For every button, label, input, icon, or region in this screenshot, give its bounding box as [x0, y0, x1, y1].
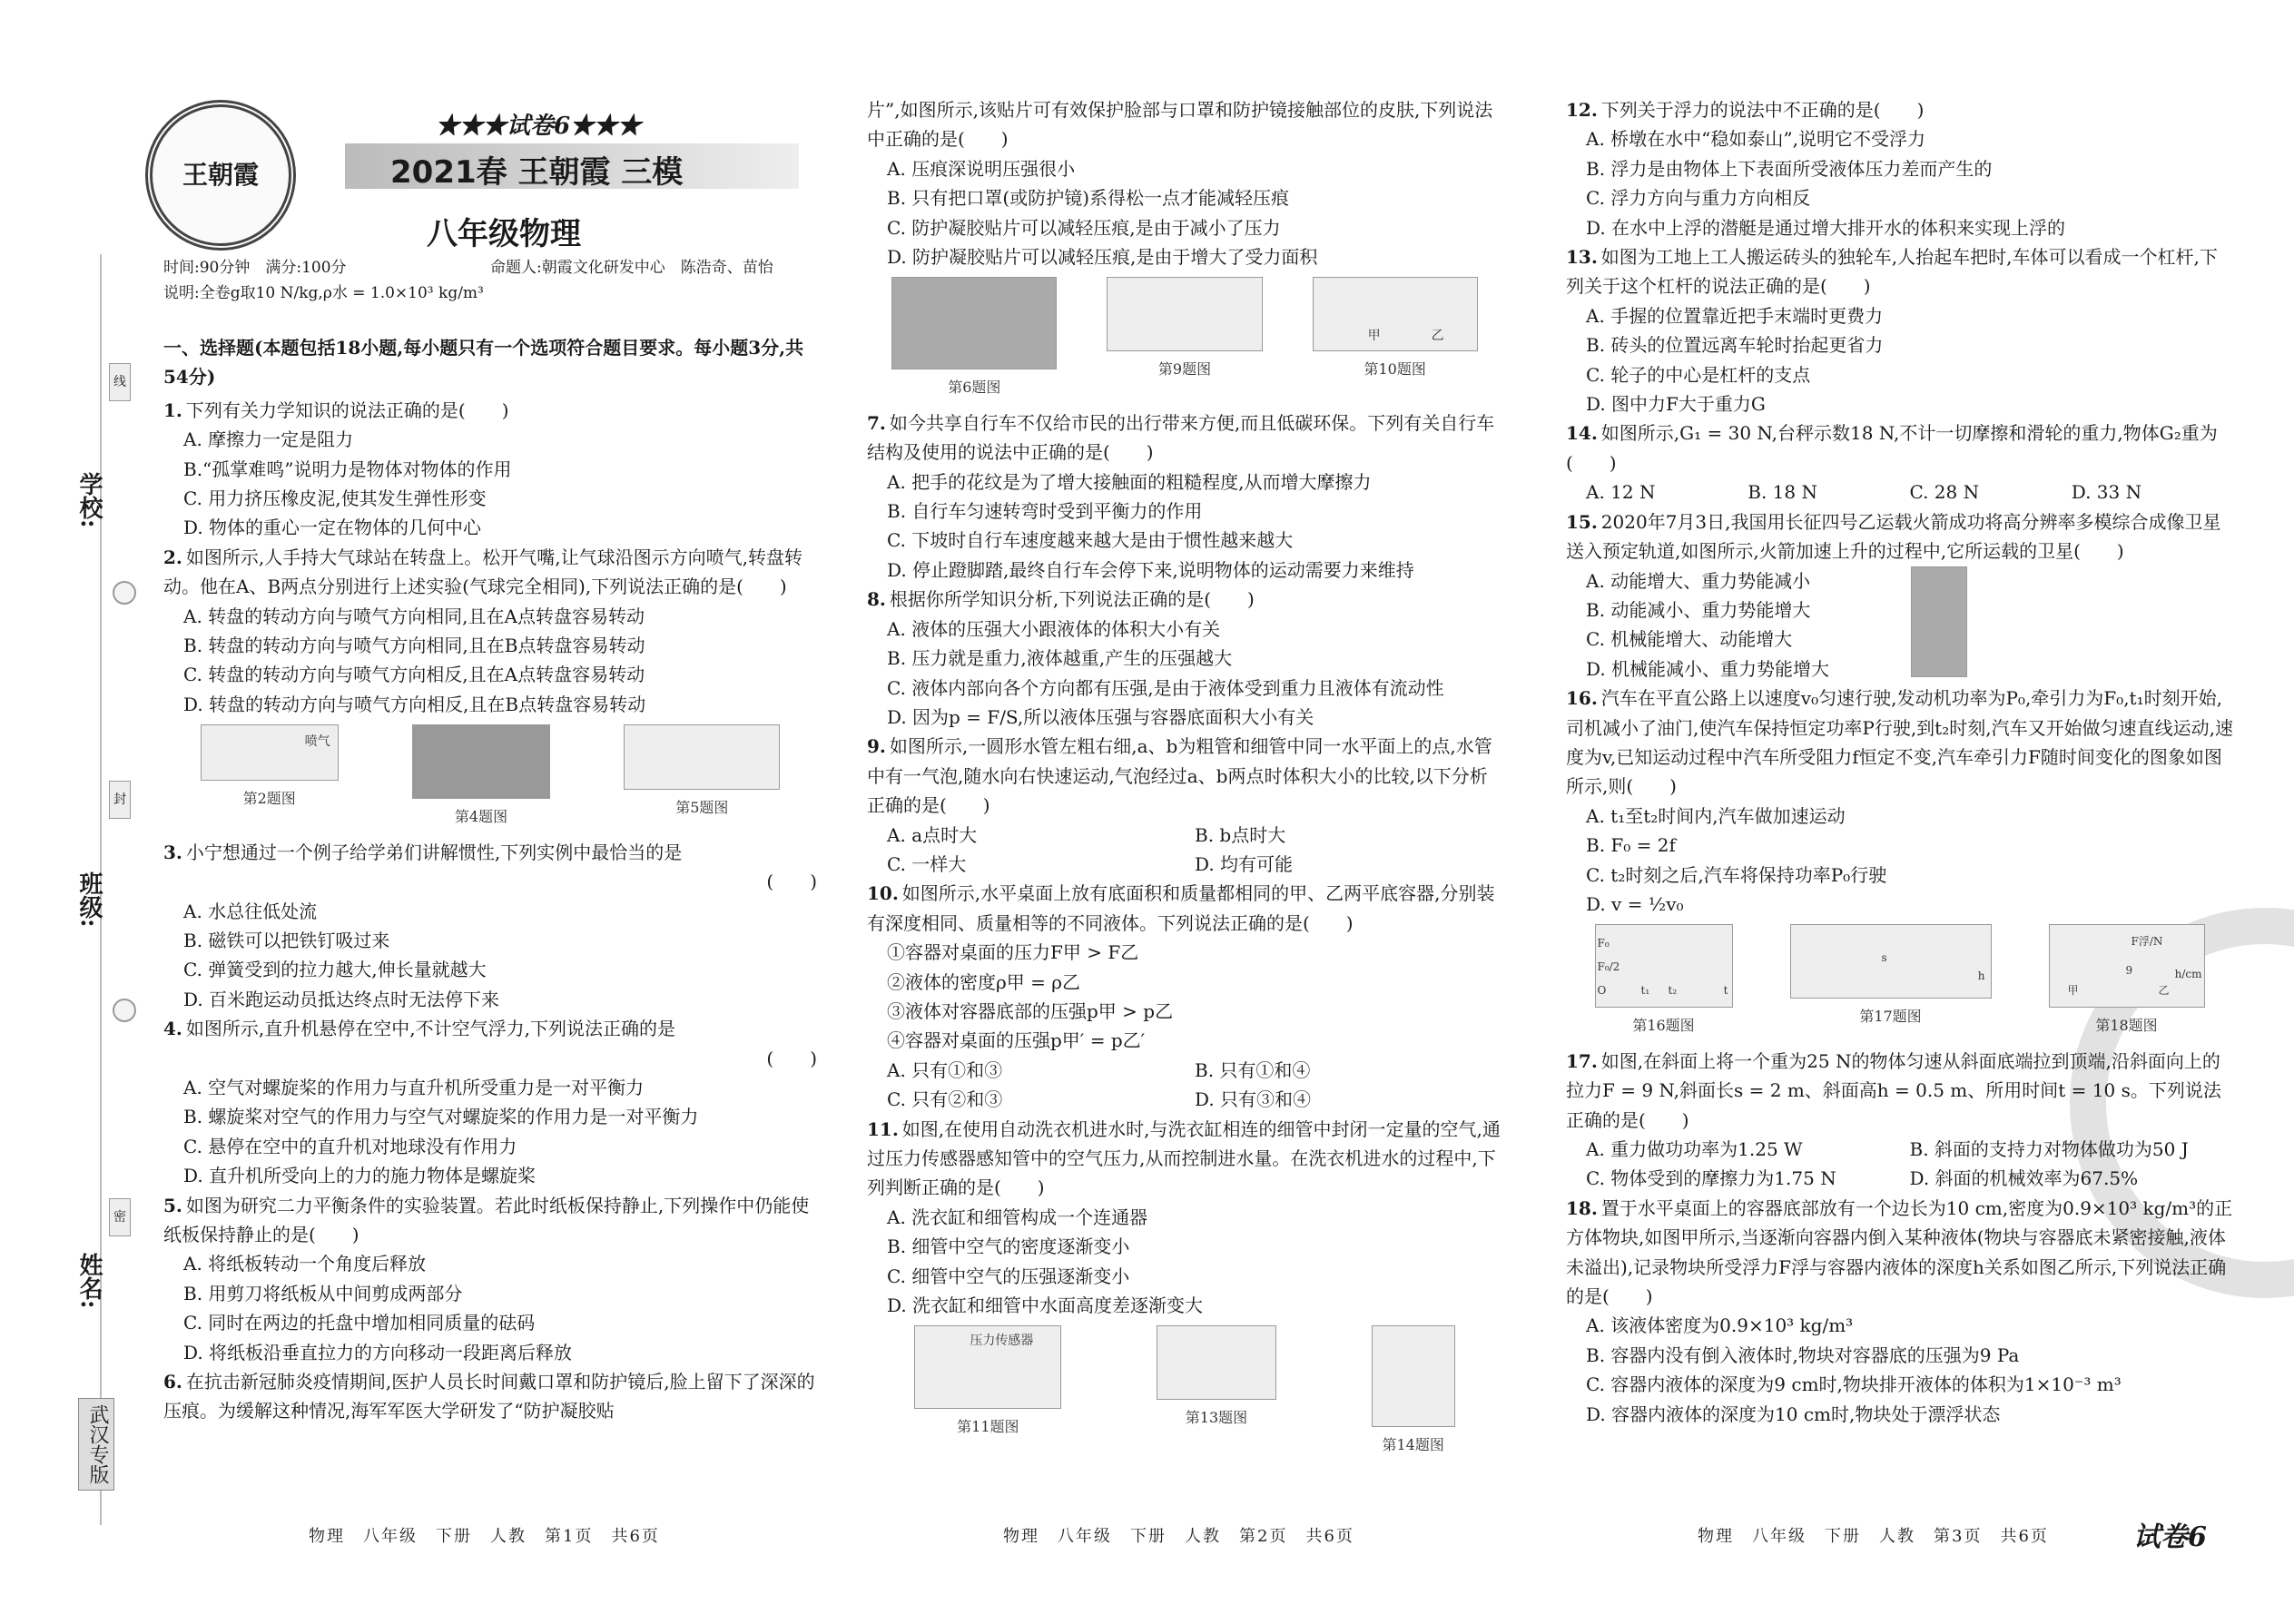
column-2 [867, 95, 1502, 1466]
question-6: 6. 在抗击新冠肺炎疫情期间,医护人员长时间戴口罩和防护镜后,脸上留下了深深的压痕。为缓解这种情况,海军军医大学研发了“防护凝胶贴 [163, 1371, 815, 1422]
exam-note: 说明:全卷g取10 N/kg,ρ水 = 1.0×10³ kg/m³ [163, 284, 484, 302]
class-label: 班级: [75, 871, 103, 928]
page-footer-3: 物理 八年级 下册 人教 第3页 共6页 [1698, 1527, 2049, 1546]
option: A. 桥墩在水中“稳如泰山”,说明它不受浮力 [1586, 128, 1925, 151]
graph-label: h/cm [2174, 967, 2202, 980]
force-time-graph [1595, 924, 1733, 1008]
figure-caption: 第5题图 [675, 799, 729, 817]
question-15: 15. 2020年7月3日,我国用长征四号乙运载火箭成功将高分辨率多模综合成像卫星送入预定轨道,如图所示,火箭加速上升的过程中,它所运载的卫星( ) [1566, 510, 2221, 563]
helicopter-photo [412, 724, 550, 799]
rocket-photo [1911, 566, 1967, 677]
option: C. 用力挤压橡皮泥,使其发生弹性形变 [183, 487, 487, 510]
page-footer-2: 物理 八年级 下册 人教 第2页 共6页 [1003, 1527, 1354, 1546]
statement: ③液体对容器底部的压强p甲 > p乙 [887, 999, 1174, 1022]
question-14: 14. 如图所示,G₁ = 30 N,台秤示数18 N,不计一切摩擦和滑轮的重力,物体G₂重为( ) [1566, 422, 2218, 474]
turntable-figure [201, 724, 339, 781]
question-12: 12. 下列关于浮力的说法中不正确的是( ) [1566, 99, 1925, 121]
option: D. 洗衣缸和细管中水面高度差逐渐变大 [887, 1294, 1204, 1317]
option: B. 自行车匀速转弯时受到平衡力的作用 [887, 500, 1203, 523]
option: C. 液体内部向各个方向都有压强,是由于液体受到重力且液体有流动性 [887, 676, 1444, 699]
graph-label: 乙 [2158, 983, 2170, 997]
question-3: 3. 小宁想通过一个例子给学弟们讲解惯性,下列实例中最恰当的是 ( ) [163, 841, 817, 893]
option: A. t₁至t₂时间内,汽车做加速运动 [1586, 804, 1846, 827]
figure-label: 压力传感器 [970, 1334, 1034, 1349]
pulley-figure [1372, 1325, 1455, 1427]
option: D. 直升机所受向上的力的施力物体是螺旋桨 [183, 1165, 537, 1187]
name-label: 姓名: [75, 1253, 103, 1309]
figure-caption: 第16题图 [1632, 1017, 1695, 1035]
figure-row [163, 724, 817, 832]
seal-mark-seal: 封 [109, 781, 131, 819]
option: A. 洗衣缸和细管构成一个连通器 [887, 1206, 1148, 1228]
wheelbarrow-figure [1157, 1325, 1276, 1400]
option: A. 液体的压强大小跟液体的体积大小有关 [887, 617, 1221, 640]
figure-caption: 第2题图 [242, 790, 296, 808]
option: B. F₀ = 2f [1586, 834, 1676, 857]
option: C. 轮子的中心是杠杆的支点 [1586, 363, 1811, 386]
option: C. t₂时刻之后,汽车将保持功率P₀行驶 [1586, 863, 1887, 886]
paper-title: 2021春 王朝霞 三模 [390, 154, 684, 191]
figure-caption: 第13题图 [1185, 1409, 1248, 1427]
option: A. 空气对螺旋桨的作用力与直升机所受重力是一对平衡力 [183, 1076, 645, 1098]
graph-label: t₁ [1640, 983, 1650, 997]
washing-machine-figure [914, 1325, 1061, 1409]
graph-label: 甲 [2067, 983, 2079, 997]
edition-label: 武汉专版 [78, 1398, 114, 1491]
seal-mark-line: 线 [109, 363, 131, 401]
option: D. 转盘的转动方向与喷气方向相反,且在B点转盘容易转动 [183, 693, 646, 715]
statement: ④容器对桌面的压强p甲′ = p乙′ [887, 1029, 1146, 1052]
binding-hole [113, 999, 136, 1022]
option: D. v = ½v₀ [1586, 892, 1684, 915]
figure-caption: 第6题图 [948, 379, 1001, 397]
option: C. 防护凝胶贴片可以减轻压痕,是由于减小了压力 [887, 216, 1281, 239]
option: C. 弹簧受到的拉力越大,伸长量就越大 [183, 959, 487, 981]
option: C. 转盘的转动方向与喷气方向相反,且在A点转盘容易转动 [183, 664, 645, 686]
paper-tag: 试卷6 [2133, 1521, 2207, 1553]
page-footer-1: 物理 八年级 下册 人教 第1页 共6页 [309, 1527, 660, 1546]
containers-figure [1313, 277, 1478, 351]
option: B. 磁铁可以把铁钉吸过来 [183, 929, 390, 951]
graph-label: t [1723, 983, 1728, 997]
graph-label: 9 [2125, 964, 2133, 978]
option: D. 在水中上浮的潜艇是通过增大排开水的体积来实现上浮的 [1586, 216, 2066, 239]
option: C. 浮力方向与重力方向相反 [1586, 187, 1811, 210]
incline-figure [1790, 924, 1992, 999]
question-1: 1. 下列有关力学知识的说法正确的是( ) [163, 399, 509, 421]
option: B. 转盘的转动方向与喷气方向相同,且在B点转盘容易转动 [183, 635, 645, 657]
option-row: A. 只有①和③ B. 只有①和④ [887, 1058, 1311, 1081]
option: D. 百米跑运动员抵达终点时无法停下来 [183, 988, 500, 1010]
seal-mark-secret: 密 [109, 1198, 131, 1236]
option: A. 把手的花纹是为了增大接触面的粗糙程度,从而增大摩擦力 [887, 470, 1372, 493]
question-18: 18. 置于水平桌面上的容器底部放有一个边长为10 cm,密度为0.9×10³ kg/m³的正方体物块,如图甲所示,当逐渐向容器内倒入某种液体(物块与容器底未紧密接触,液体未溢出),记录物块所受浮力F浮与容器内液体的深度h关系如图乙所示,下列说法正确的是( ) [1566, 1196, 2233, 1308]
graph-label: F浮/N [2131, 935, 2163, 949]
question-10: 10. 如图所示,水平桌面上放有底面积和质量都相同的甲、乙两平底容器,分别装有深度相同、质量相等的不同液体。下列说法正确的是( ) [867, 882, 1495, 934]
statement: ①容器对桌面的压力F甲 > F乙 [887, 941, 1139, 964]
face-mask-photo [891, 277, 1057, 369]
subject-title: 八年级物理 [427, 216, 581, 252]
option: B. 动能减小、重力势能增大 [1586, 598, 1811, 621]
question-16: 16. 汽车在平直公路上以速度v₀匀速行驶,发动机功率为P₀,牵引力为F₀,t₁时刻开始,司机减小了油门,使汽车保持恒定功率P行驶,到t₂时刻,汽车又开始做匀速直线运动,速度为v,已知运动过程中汽车所受阻力f恒定不变,汽车牵引力F随时间变化的图象如图所示,则( ) [1566, 687, 2233, 798]
figure-label: 喷气 [304, 734, 330, 750]
option: B. 螺旋桨对空气的作用力与空气对螺旋桨的作用力是一对平衡力 [183, 1106, 699, 1128]
option: D. 机械能减小、重力势能增大 [1586, 657, 1830, 680]
column-3 [1566, 95, 2233, 1429]
option: A. 将纸板转动一个角度后释放 [183, 1253, 427, 1275]
figure-label: 乙 [1431, 329, 1444, 344]
figure-row [867, 277, 1502, 402]
option: B. 容器内没有倒入液体时,物块对容器底的压强为9 Pa [1586, 1343, 2020, 1366]
figure-caption: 第10题图 [1364, 360, 1426, 379]
figure-caption: 第14题图 [1382, 1436, 1444, 1454]
option: D. 停止蹬脚踏,最终自行车会停下来,说明物体的运动需要力来维持 [887, 558, 1414, 581]
statement: ②液体的密度ρ甲 = ρ乙 [887, 970, 1080, 993]
option-row: A. 12 N B. 18 N C. 28 N D. 33 N [1586, 481, 2142, 504]
question-5: 5. 如图为研究二力平衡条件的实验装置。若此时纸板保持静止,下列操作中仍能使纸板保持静止的是( ) [163, 1194, 810, 1245]
option-row: A. 重力做功功率为1.25 W B. 斜面的支持力对物体做功为50 J [1586, 1138, 2189, 1160]
school-label: 学校: [75, 472, 103, 528]
figure-row [1566, 924, 2233, 1040]
exam-time-score: 时间:90分钟 满分:100分 [163, 259, 347, 277]
figure-caption: 第11题图 [957, 1418, 1019, 1436]
option: D. 防护凝胶贴片可以减轻压痕,是由于增大了受力面积 [887, 246, 1318, 269]
brand-logo: 王朝霞 [145, 100, 296, 251]
option: C. 机械能增大、动能增大 [1586, 628, 1793, 651]
water-pipe-figure [1107, 277, 1263, 351]
option: B. 只有把口罩(或防护镜)系得松一点才能减轻压痕 [887, 187, 1290, 210]
option: B. 砖头的位置远离车轮时抬起更省力 [1586, 334, 1884, 357]
graph-label: t₂ [1668, 983, 1678, 997]
option: B. 浮力是由物体上下表面所受液体压力差而产生的 [1586, 157, 1993, 180]
paper-badge: ★★★试卷6★★★ [436, 113, 642, 140]
option: A. 该液体密度为0.9×10³ kg/m³ [1586, 1314, 1854, 1337]
question-7: 7. 如今共享自行车不仅给市民的出行带来方便,而且低碳环保。下列有关自行车结构及使用的说法中正确的是( ) [867, 411, 1495, 464]
section-heading: 一、选择题(本题包括18小题,每小题只有一个选项符合题目要求。每小题3分,共54分) [163, 337, 804, 389]
option: B. 压力就是重力,液体越重,产生的压强越大 [887, 647, 1233, 670]
option-row: C. 只有②和③ D. 只有③和④ [887, 1088, 1312, 1111]
question-17: 17. 如图,在斜面上将一个重为25 N的物体匀速从斜面底端拉到顶端,沿斜面向上的拉力F = 9 N,斜面长s = 2 m、斜面高h = 0.5 m、所用时间t = 10 s。下列说法正确的是( ) [1566, 1049, 2221, 1131]
binding-hole [113, 581, 136, 605]
option: B.“孤掌难鸣”说明力是物体对物体的作用 [183, 458, 512, 480]
option-row: C. 物体受到的摩擦力为1.75 N D. 斜面的机械效率为67.5% [1586, 1167, 2139, 1190]
question-2: 2. 如图所示,人手持大气球站在转盘上。松开气嘴,让气球沿图示方向喷气,转盘转动。他在A、B两点分别进行上述实验(气球完全相同),下列说法正确的是( ) [163, 546, 802, 598]
option: C. 容器内液体的深度为9 cm时,物块排开液体的体积为1×10⁻³ m³ [1586, 1373, 2122, 1396]
option: A. 压痕深说明压强很小 [887, 157, 1076, 180]
question-13: 13. 如图为工地上工人搬运砖头的独轮车,人抬起车把时,车体可以看成一个杠杆,下列关于这个杠杆的说法正确的是( ) [1566, 246, 2218, 298]
figure-caption: 第17题图 [1859, 1008, 1922, 1026]
option: B. 细管中空气的密度逐渐变小 [887, 1235, 1130, 1258]
column-1 [163, 322, 817, 1426]
figure-row [867, 1325, 1502, 1460]
option: A. 动能增大、重力势能减小 [1586, 569, 1811, 592]
option: C. 悬停在空中的直升机对地球没有作用力 [183, 1135, 517, 1157]
graph-label: O [1597, 983, 1607, 997]
question-4: 4. 如图所示,直升机悬停在空中,不计空气浮力,下列说法正确的是 ( ) [163, 1018, 817, 1069]
exam-author: 命题人:朝霞文化研发中心 陈浩奇、苗怡 [490, 259, 773, 277]
figure-caption: 第9题图 [1157, 360, 1212, 379]
graph-label: h [1977, 969, 1985, 983]
option-row: A. a点时大 B. b点时大 [887, 823, 1286, 846]
option: C. 同时在两边的托盘中增加相同质量的砝码 [183, 1312, 536, 1334]
option: A. 手握的位置靠近把手末端时更费力 [1586, 304, 1884, 327]
balance-apparatus-figure [624, 724, 780, 790]
option: D. 因为p = F/S,所以液体压强与容器底面积大小有关 [887, 705, 1314, 728]
question-6-continued: 片”,如图所示,该贴片可有效保护脸部与口罩和防护镜接触部位的皮肤,下列说法中正确的是( ) [867, 99, 1493, 151]
figure-caption: 第18题图 [2095, 1017, 2158, 1035]
graph-label: F₀ [1597, 937, 1610, 950]
option: A. 摩擦力一定是阻力 [183, 428, 354, 451]
figure-label: 甲 [1367, 329, 1381, 344]
graph-label: F₀/2 [1597, 960, 1620, 974]
question-11: 11. 如图,在使用自动洗衣机进水时,与洗衣缸相连的细管中封闭一定量的空气,通过压力传感器感知管中的空气压力,从而控制进水量。在洗衣机进水的过程中,下列判断正确的是( ) [867, 1117, 1501, 1199]
figure-caption: 第4题图 [454, 808, 508, 826]
question-9: 9. 如图所示,一圆形水管左粗右细,a、b为粗管和细管中同一水平面上的点,水管中有一气泡,随水向右快速运动,气泡经过a、b两点时体积大小的比较,以下分析正确的是( ) [867, 735, 1492, 817]
option: D. 将纸板沿垂直拉力的方向移动一段距离后释放 [183, 1341, 573, 1363]
question-8: 8. 根据你所学知识分析,下列说法正确的是( ) [867, 588, 1255, 611]
option: D. 容器内液体的深度为10 cm时,物块处于漂浮状态 [1586, 1403, 2001, 1425]
option: C. 下坡时自行车速度越来越大是由于惯性越来越大 [887, 529, 1294, 552]
option: D. 物体的重心一定在物体的几何中心 [183, 517, 482, 539]
option: A. 转盘的转动方向与喷气方向相同,且在A点转盘容易转动 [183, 605, 645, 627]
option: A. 水总往低处流 [183, 900, 318, 922]
buoyancy-graph [2049, 924, 2205, 1008]
option: C. 细管中空气的压强逐渐变小 [887, 1265, 1130, 1287]
option-row: C. 一样大 D. 均有可能 [887, 852, 1294, 875]
graph-label: s [1881, 951, 1887, 965]
option: D. 图中力F大于重力G [1586, 393, 1766, 416]
option: B. 用剪刀将纸板从中间剪成两部分 [183, 1282, 463, 1304]
